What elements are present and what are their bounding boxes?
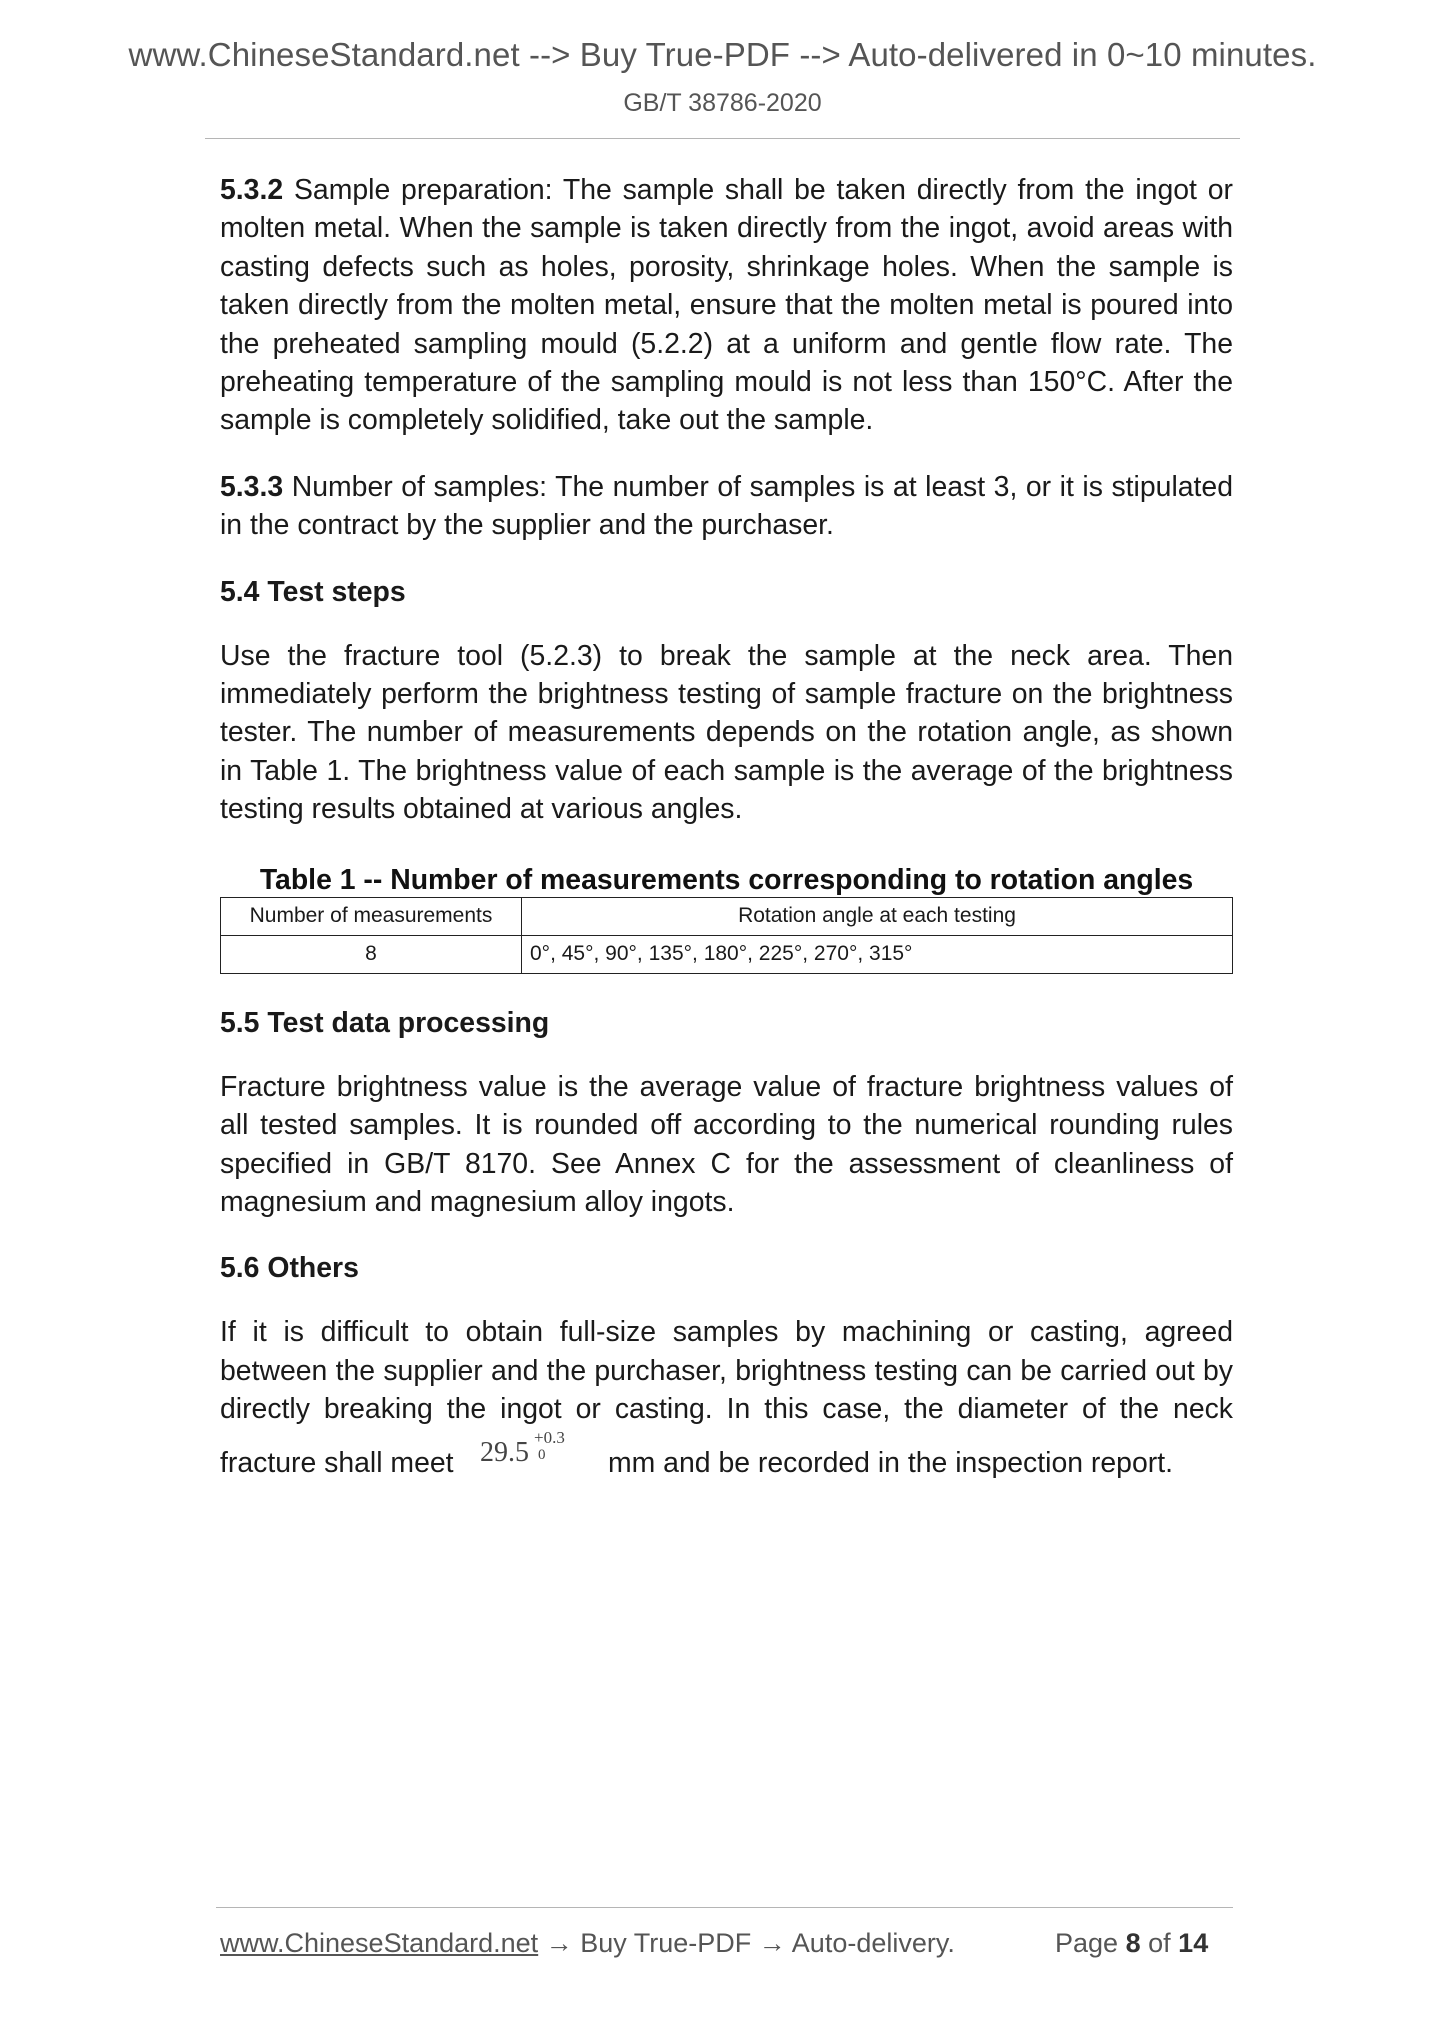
footer-divider [216,1907,1233,1908]
clause-text: Number of samples: The number of samples is at least 3, or it is stipulated in the contract by the supplier and the purchaser. [220,470,1234,542]
clause-text: Sample preparation: The sample shall be taken directly from the ingot or molten metal. When the sample is taken directly from the ingot, avoid areas with casting defects such as holes, porosity, shrinkage holes. When the sample is taken directly from the molten metal, ensure that the molten metal is poured into the preheated sampling mould (5.2.2) at a uniform and gentle flow rate. The preheating temperature of the sampling mould is not less than 150°C. After the sample is completely solidified, take out the sample. [220,174,1233,437]
table-header-cell: Number of measurements [221,897,522,935]
dimension-upper-tolerance: +0.3 [534,1427,565,1447]
arrow-icon: → [545,1928,573,1958]
footer-links [220,1928,955,1959]
footer-buy-text: Buy True-PDF [580,1928,752,1958]
heading-5-4: 5.4 Test steps [220,575,406,608]
page-total: 14 [1178,1928,1209,1958]
footer-site-link[interactable]: www.ChineseStandard.net [220,1928,539,1958]
of-label: of [1148,1928,1171,1958]
document-code: GB/T 38786-2020 [623,89,822,117]
clause-5-3-3 [220,468,1233,545]
table-1 [220,897,1233,974]
page-number: 8 [1125,1928,1141,1958]
table-cell: 8 [221,935,522,973]
header-divider [205,138,1240,139]
text-before-dimension: fracture shall meet [220,1446,454,1479]
table-header-cell: Rotation angle at each testing [522,897,1233,935]
table-row [221,935,1233,973]
clause-number: 5.3.2 [220,174,284,206]
arrow-icon: → [758,1928,786,1958]
header-site-link[interactable]: www.ChineseStandard.net --> Buy True-PDF --> Auto-delivered in 0~10 minutes. [128,36,1317,73]
page-indicator [1055,1928,1208,1959]
text-after-dimension: mm and be recorded in the inspection report. [608,1446,1173,1479]
dimension-value: 29.5 [480,1436,529,1468]
table-header-row [221,897,1233,935]
neck-diameter-dimension [480,1427,565,1468]
paragraph-5-5: Fracture brightness value is the average value of fracture brightness values of all tested samples. It is rounded off according to the numerical rounding rules specified in GB/T 8170. See Annex C for the assessment of cleanliness of magnesium and magnesium alloy ingots. [220,1070,1233,1218]
paragraph-5-6-last-line [220,1429,1233,1489]
clause-number: 5.3.3 [220,470,284,503]
page-content [220,171,1233,1489]
footer-delivery-text: Auto-delivery. [791,1928,955,1958]
heading-5-5: 5.5 Test data processing [220,1006,550,1039]
heading-5-6: 5.6 Others [220,1252,359,1285]
table-1-caption: Table 1 -- Number of measurements corresponding to rotation angles [259,863,1194,896]
page-label: Page [1055,1928,1119,1958]
clause-5-3-2 [220,171,1233,440]
paragraph-5-6: If it is difficult to obtain full-size samples by machining or casting, agreed between the supplier and the purchaser, brightness testing can be carried out by directly breaking the ingot or casting. In this case, the diameter of the neck [220,1316,1233,1426]
dimension-lower-tolerance: 0 [538,1446,546,1463]
paragraph-5-4: Use the fracture tool (5.2.3) to break the sample at the neck area. Then immediately perform the brightness testing of sample fracture on the brightness tester. The number of measurements depends on the rotation angle, as shown in Table 1. The brightness value of each sample is the average of the brightness testing results obtained at various angles. [220,639,1233,826]
table-cell: 0°, 45°, 90°, 135°, 180°, 225°, 270°, 315° [522,935,1233,973]
